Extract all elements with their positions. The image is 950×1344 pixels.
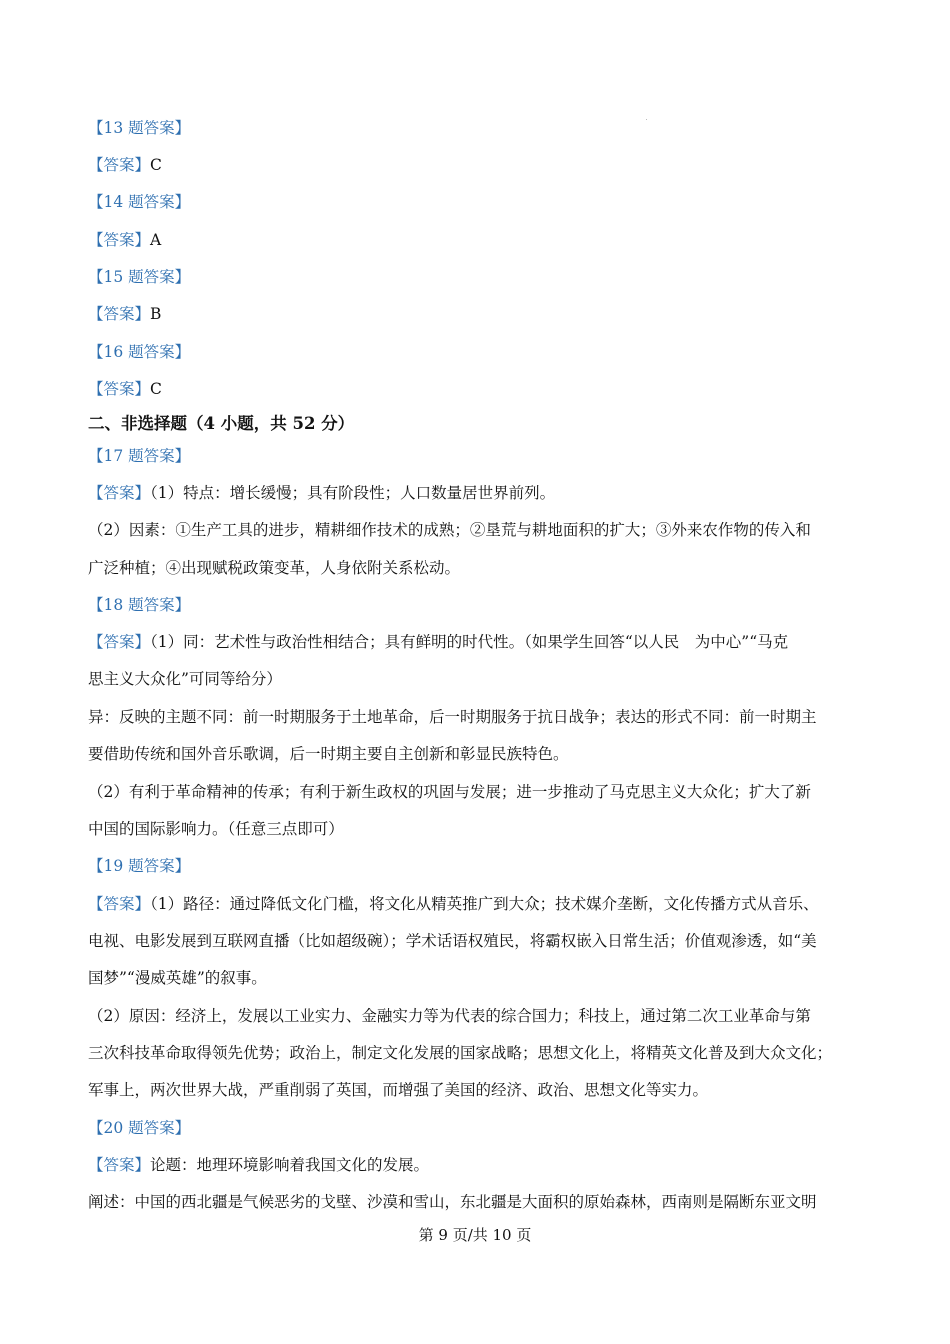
- section-heading: 二、非选择题（4 小题，共 52 分）: [88, 414, 355, 433]
- answer-text-line: 广泛种植；④出现赋税政策变革，人身依附关系松动。: [88, 559, 461, 577]
- answer-text-line: 思主义大众化”可同等给分）: [88, 670, 282, 688]
- answer-header-18: 【18 题答案】: [88, 596, 191, 614]
- answer-text-line: 阐述：中国的西北疆是气候恶劣的戈壁、沙漠和雪山，东北疆是大面积的原始森林，西南则是隔断东亚文明: [88, 1193, 817, 1211]
- answer-text-line: 三次科技革命取得领先优势；政治上，制定文化发展的国家战略；思想文化上，将精英文化普及到大众文化；: [88, 1044, 833, 1062]
- answer-text-line: 军事上，两次世界大战，严重削弱了英国，而增强了美国的经济、政治、思想文化等实力。: [88, 1081, 709, 1099]
- answer-line: 【答案】论题：地理环境影响着我国文化的发展。: [88, 1156, 430, 1174]
- page-footer: 第 9 页/共 10 页: [418, 1226, 532, 1244]
- answer-line: 【答案】C: [88, 380, 162, 398]
- answer-header-13: 【13 题答案】: [88, 119, 191, 137]
- answer-header-14: 【14 题答案】: [88, 193, 191, 211]
- scan-speck: [646, 119, 647, 120]
- answer-line: 【答案】A: [88, 231, 162, 249]
- answer-line: 【答案】C: [88, 156, 162, 174]
- answer-header-20: 【20 题答案】: [88, 1119, 191, 1137]
- answer-text-line: 要借助传统和国外音乐歌调，后一时期主要自主创新和彰显民族特色。: [88, 745, 569, 763]
- answer-line: 【答案】B: [88, 305, 162, 323]
- answer-text-line: （2）因素：①生产工具的进步，精耕细作技术的成熟；②垦荒与耕地面积的扩大；③外来农作物的传入和: [88, 521, 811, 539]
- answer-header-16: 【16 题答案】: [88, 343, 191, 361]
- answer-text-line: 中国的国际影响力。（任意三点即可）: [88, 820, 344, 838]
- answer-text-line: （2）原因：经济上，发展以工业实力、金融实力等为代表的综合国力；科技上，通过第二次工业革命与第: [88, 1007, 811, 1025]
- answer-header-15: 【15 题答案】: [88, 268, 191, 286]
- answer-text-line: 国梦”“漫威英雄”的叙事。: [88, 969, 267, 987]
- answer-header-19: 【19 题答案】: [88, 857, 191, 875]
- answer-text-line: （2）有利于革命精神的传承；有利于新生政权的巩固与发展；进一步推动了马克思主义大众化；扩大了新: [88, 783, 811, 801]
- answer-header-17: 【17 题答案】: [88, 447, 191, 465]
- answer-line: 【答案】（1）同：艺术性与政治性相结合；具有鲜明的时代性。（如果学生回答“以人民 为中心”“马克: [88, 633, 789, 651]
- answer-text-line: 异：反映的主题不同：前一时期服务于土地革命，后一时期服务于抗日战争；表达的形式不同：前一时期主: [88, 708, 817, 726]
- answer-line: 【答案】（1）特点：增长缓慢；具有阶段性；人口数量居世界前列。: [88, 484, 556, 502]
- answer-line: 【答案】（1）路径：通过降低文化门槛，将文化从精英推广到大众；技术媒介垄断，文化传播方式从音乐、: [88, 895, 819, 913]
- answer-text-line: 电视、电影发展到互联网直播（比如超级碗）；学术话语权殖民，将霸权嵌入日常生活；价值观渗透，如“美: [88, 932, 817, 950]
